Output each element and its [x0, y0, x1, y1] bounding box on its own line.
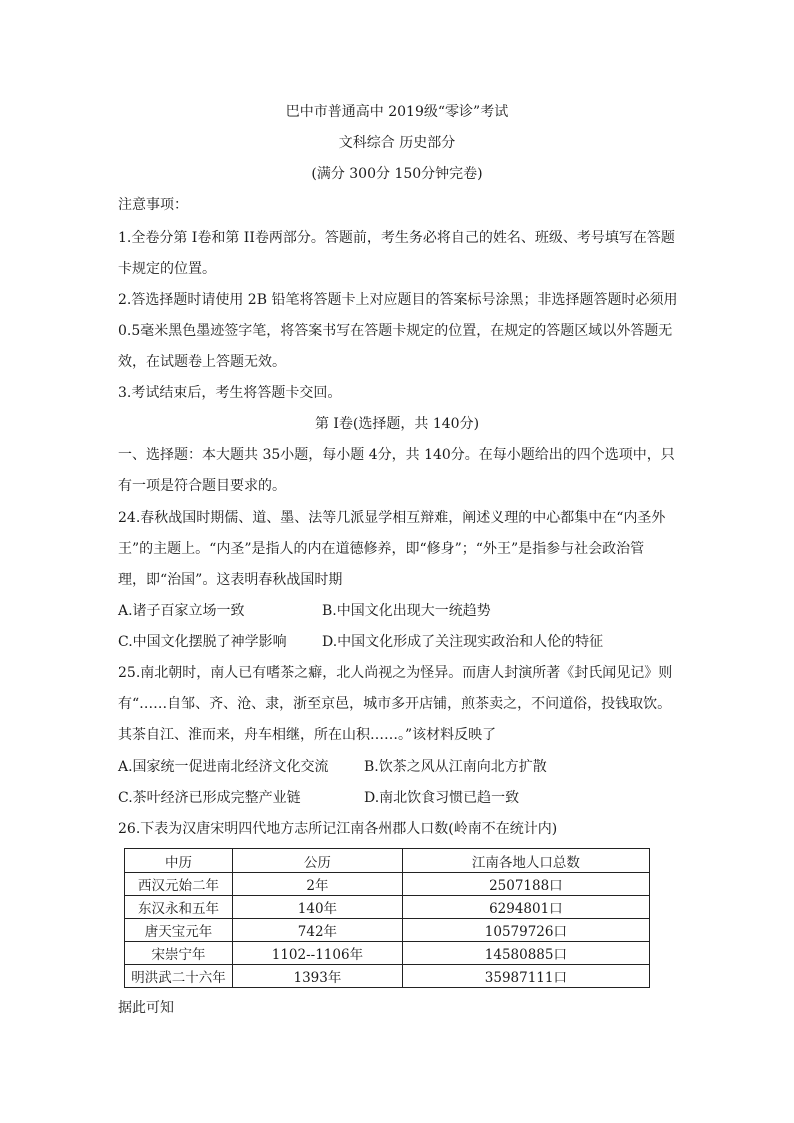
table-cell: 6294801口	[402, 896, 649, 919]
table-cell: 1393年	[233, 965, 403, 988]
table-cell: 宋崇宁年	[125, 942, 233, 965]
table-row	[125, 919, 650, 942]
q24-stem-line-3: 理，即“治国”。这表明春秋战国时期	[118, 572, 343, 588]
section-instructions-line-1: 一、选择题：本大题共 35小题，每小题 4分，共 140分。在每小题给出的四个选项中，只	[118, 447, 675, 463]
table-cell: 742年	[233, 919, 403, 942]
table-cell: 14580885口	[402, 942, 649, 965]
table-cell: 唐天宝元年	[125, 919, 233, 942]
table-cell: 35987111口	[402, 965, 649, 988]
q25-option-a: A.国家统一促进南北经济文化交流	[118, 759, 329, 775]
table-cell: 西汉元始二年	[125, 873, 233, 896]
table-cell: 2507188口	[402, 873, 649, 896]
exam-subtitle: 文科综合 历史部分	[338, 135, 456, 151]
table-row	[125, 873, 650, 896]
q26-stem: 26.下表为汉唐宋明四代地方志所记江南各州郡人口数(岭南不在统计内)	[118, 821, 558, 837]
table-row	[125, 965, 650, 988]
q25-option-b: B.饮茶之风从江南向北方扩散	[364, 759, 547, 775]
section-instructions-line-2: 有一项是符合题目要求的。	[118, 478, 286, 494]
q24-option-c: C.中国文化摆脱了神学影响	[118, 634, 287, 650]
table-cell: 2年	[233, 873, 403, 896]
table-row	[125, 942, 650, 965]
exam-score-info: (满分 300分 150分钟完卷)	[311, 166, 483, 182]
q25-option-c: C.茶叶经济已形成完整产业链	[118, 790, 301, 806]
table-header-cell: 公历	[233, 849, 403, 873]
note-2-line-1: 2.答选择题时请使用 2B 铅笔将答题卡上对应题目的答案标号涂黑；非选择题答题时必须用	[118, 292, 678, 308]
q24-stem-line-1: 24.春秋战国时期儒、道、墨、法等几派显学相互辩难，阐述义理的中心都集中在“内圣外	[118, 510, 666, 526]
table-cell: 东汉永和五年	[125, 896, 233, 919]
notes-heading: 注意事项：	[118, 197, 188, 213]
q25-option-d: D.南北饮食习惯已趋一致	[364, 790, 520, 806]
table-header-cell: 江南各地人口总数	[402, 849, 649, 873]
table-cell: 10579726口	[402, 919, 649, 942]
note-1-line-1: 1.全卷分第 I卷和第 II卷两部分。答题前，考生务必将自己的姓名、班级、考号填写在答题	[118, 230, 675, 246]
note-3: 3.考试结束后，考生将答题卡交回。	[118, 385, 342, 401]
note-1-line-2: 卡规定的位置。	[118, 261, 216, 277]
table-header-cell: 中历	[125, 849, 233, 873]
population-table	[124, 848, 650, 988]
table-cell: 140年	[233, 896, 403, 919]
q24-option-d: D.中国文化形成了关注现实政治和人伦的特征	[322, 634, 604, 650]
table-cell: 1102--1106年	[233, 942, 403, 965]
q26-after-table: 据此可知	[118, 1000, 174, 1016]
q24-stem-line-2: 王”的主题上。“内圣”是指人的内在道德修养，即“修身”；“外王”是指参与社会政治管	[118, 541, 645, 557]
table-cell: 明洪武二十六年	[125, 965, 233, 988]
note-2-line-3: 效，在试题卷上答题无效。	[118, 354, 286, 370]
q25-stem-line-2: 有“……自邹、齐、沧、隶，浙至京邑，城市多开店铺，煎茶卖之，不问道俗，投钱取饮。	[118, 696, 672, 712]
table-header-row	[125, 849, 650, 873]
table-row	[125, 896, 650, 919]
section-title: 第 I卷(选择题，共 140分)	[314, 416, 480, 432]
q24-option-b: B.中国文化出现大一统趋势	[322, 603, 491, 619]
q25-stem-line-3: 其茶自江、淮而来，舟车相继，所在山积……。”该材料反映了	[118, 727, 497, 743]
note-2-line-2: 0.5毫米黑色墨迹签字笔，将答案书写在答题卡规定的位置，在规定的答题区域以外答题无	[118, 323, 673, 339]
exam-title: 巴中市普通高中 2019级“零诊”考试	[285, 104, 509, 120]
q25-stem-line-1: 25.南北朝时，南人已有嗜茶之癖，北人尚视之为怪异。而唐人封演所著《封氏闻见记》则	[118, 665, 673, 681]
q24-option-a: A.诸子百家立场一致	[118, 603, 245, 619]
